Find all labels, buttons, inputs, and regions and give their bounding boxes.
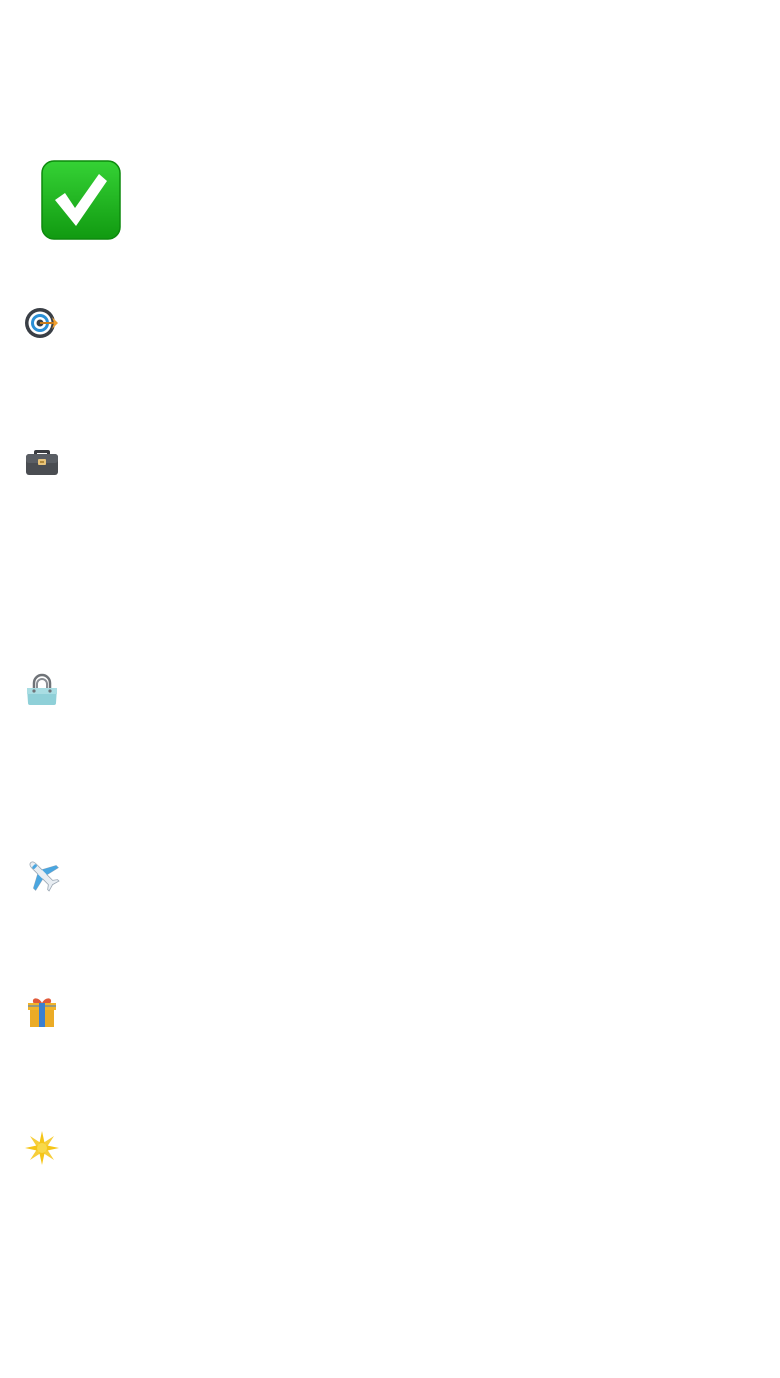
handbag-icon [24, 672, 60, 708]
direct-hit-target-icon [24, 305, 60, 341]
eight-pointed-star-icon [24, 1130, 60, 1166]
wrapped-gift-icon [24, 993, 60, 1029]
briefcase-icon [24, 442, 60, 478]
airplane-icon [24, 856, 60, 892]
check-mark-button-icon [41, 160, 121, 240]
